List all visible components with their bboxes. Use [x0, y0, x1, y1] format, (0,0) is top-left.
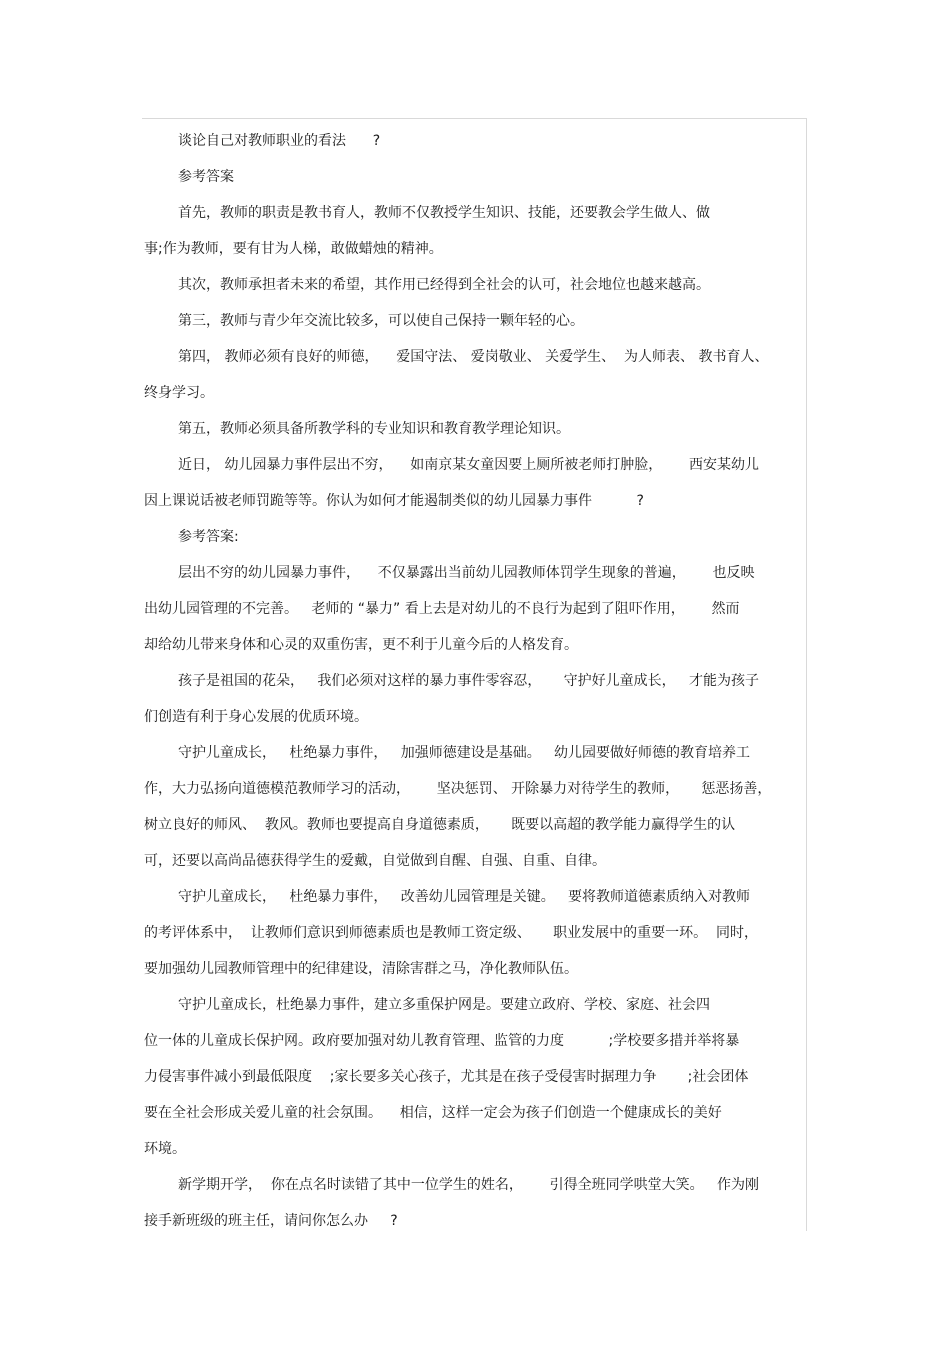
- text-line: 的考评体系中， 让教师们意识到师德素质也是教师工资定级、 职业发展中的重要一环。 同时，: [144, 925, 759, 941]
- text-line: 近日， 幼儿园暴力事件层出不穷， 如南京某女童因要上厕所被老师打肿脸， 西安某幼儿: [178, 457, 759, 473]
- text-line: 树立良好的师风、 教风。教师也要提高自身道德素质， 既要以高超的教学能力赢得学生的认: [144, 817, 736, 833]
- text-line: 守护儿童成长，杜绝暴力事件，建立多重保护网是。要建立政府、学校、家庭、社会四: [178, 997, 710, 1013]
- text-line: 可，还要以高尚品德获得学生的爱戴，自觉做到自醒、自强、自重、自律。: [144, 853, 606, 869]
- text-line: 事;作为教师，要有甘为人梯，敢做蜡烛的精神。: [144, 241, 443, 257]
- text-line: 参考答案: [178, 169, 234, 185]
- text-line: 谈论自己对教师职业的看法 ?: [178, 133, 381, 149]
- text-line: 因上课说话被老师罚跪等等。你认为如何才能遏制类似的幼儿园暴力事件 ?: [144, 493, 644, 509]
- text-line: 第三，教师与青少年交流比较多，可以使自己保持一颗年轻的心。: [178, 313, 584, 329]
- text-line: 守护儿童成长， 杜绝暴力事件， 加强师德建设是基础。 幼儿园要做好师德的教育培养工: [178, 745, 751, 761]
- text-line: 却给幼儿带来身体和心灵的双重伤害，更不利于儿童今后的人格发育。: [144, 637, 578, 653]
- text-line: 层出不穷的幼儿园暴力事件， 不仅暴露出当前幼儿园教师体罚学生现象的普遍， 也反映: [178, 565, 755, 581]
- text-line: 参考答案:: [178, 529, 239, 545]
- text-line: 要在全社会形成关爱儿童的社会氛围。 相信，这样一定会为孩子们创造一个健康成长的美好: [144, 1105, 722, 1121]
- text-line: 出幼儿园管理的不完善。 老师的 “暴力” 看上去是对幼儿的不良行为起到了阻吓作用， 然而: [144, 601, 740, 617]
- text-line: 终身学习。: [144, 385, 214, 401]
- text-line: 作，大力弘扬向道德模范教师学习的活动， 坚决惩罚、 开除暴力对待学生的教师， 惩恶扬善，: [144, 781, 772, 797]
- text-line: 力侵害事件减小到最低限度 ;家长要多关心孩子，尤其是在孩子受侵害时据理力争 ;社会团体: [144, 1069, 749, 1085]
- text-line: 守护儿童成长， 杜绝暴力事件， 改善幼儿园管理是关键。 要将教师道德素质纳入对教师: [178, 889, 751, 905]
- text-line: 新学期开学， 你在点名时读错了其中一位学生的姓名， 引得全班同学哄堂大笑。 作为刚: [178, 1177, 759, 1193]
- text-line: 其次，教师承担者未来的希望，其作用已经得到全社会的认可，社会地位也越来越高。: [178, 277, 710, 293]
- text-line: 首先，教师的职责是教书育人，教师不仅教授学生知识、技能，还要教会学生做人、做: [178, 205, 710, 221]
- text-line: 位一体的儿童成长保护网。政府要加强对幼儿教育管理、监管的力度 ;学校要多措并举将暴: [144, 1033, 740, 1049]
- text-line: 要加强幼儿园教师管理中的纪律建设，清除害群之马，净化教师队伍。: [144, 961, 578, 977]
- text-line: 们创造有利于身心发展的优质环境。: [144, 709, 368, 725]
- text-line: 第四， 教师必须有良好的师德， 爱国守法、 爱岗敬业、 关爱学生、 为人师表、 教书育人、: [178, 349, 769, 365]
- text-line: 第五，教师必须具备所教学科的专业知识和教育教学理论知识。: [178, 421, 570, 437]
- text-line: 接手新班级的班主任，请问你怎么办 ?: [144, 1213, 398, 1229]
- text-line: 环境。: [144, 1141, 186, 1157]
- text-line: 孩子是祖国的花朵， 我们必须对这样的暴力事件零容忍， 守护好儿童成长， 才能为孩子: [178, 673, 759, 689]
